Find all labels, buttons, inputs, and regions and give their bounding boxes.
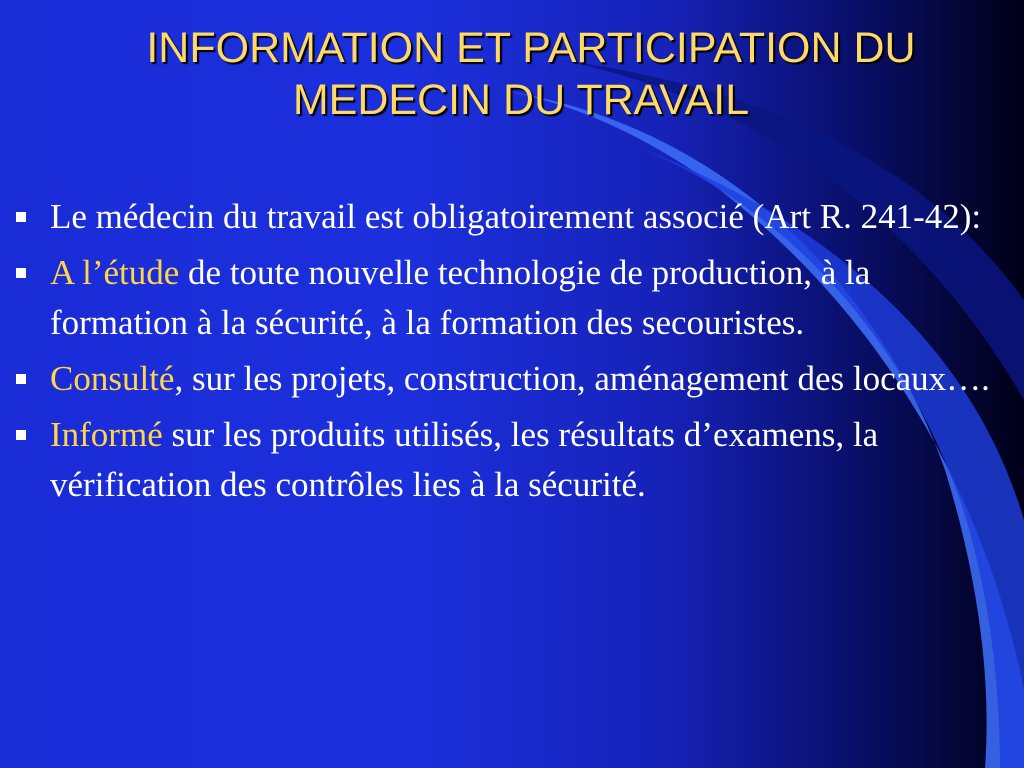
bullet-list: [10, 192, 1014, 516]
bullet-highlight: A l’étude: [50, 253, 180, 292]
bullet-item: [10, 354, 1014, 404]
bullet-item: [10, 410, 1014, 510]
square-bullet-icon: [16, 268, 26, 278]
bullet-text: , sur les projets, construction, aménagement des locaux….: [174, 359, 990, 398]
bullet-item: [10, 192, 1014, 242]
square-bullet-icon: [16, 430, 26, 440]
bullet-highlight: Consulté: [50, 359, 175, 398]
slide-title: [0, 22, 1024, 126]
slide-title-line-1: INFORMATION ET PARTICIPATION DU: [146, 24, 916, 72]
bullet-text: Le médecin du travail est obligatoirement associé (Art R. 241-42):: [50, 197, 982, 236]
bullet-item: [10, 248, 1014, 348]
bullet-text: de toute nouvelle technologie de production, à la formation à la sécurité, à la formation des secouristes.: [50, 253, 871, 342]
bullet-highlight: Informé: [50, 415, 163, 454]
bullet-text: sur les produits utilisés, les résultats d’examens, la vérification des contrôles lies à la sécurité.: [50, 415, 879, 504]
slide-title-line-2: MEDECIN DU TRAVAIL: [292, 76, 750, 124]
square-bullet-icon: [16, 212, 26, 222]
square-bullet-icon: [16, 374, 26, 384]
